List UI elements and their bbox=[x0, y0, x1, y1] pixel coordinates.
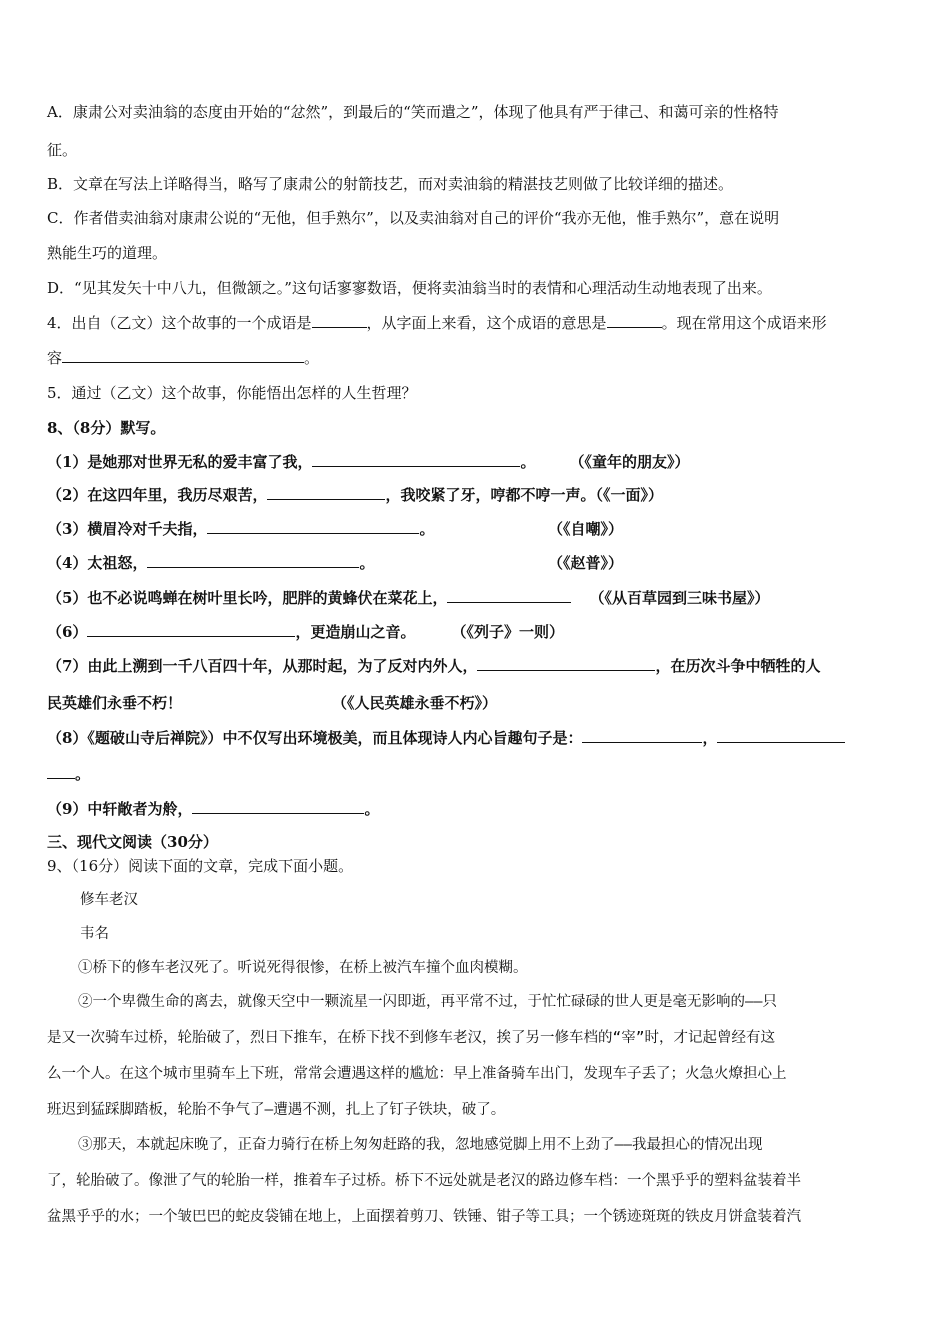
d5-blank[interactable] bbox=[447, 588, 571, 603]
question-4-line2 bbox=[47, 348, 319, 368]
option-c-line2: 熟能生巧的道理。 bbox=[47, 244, 168, 262]
question-8-title: 8、（8分）默写。 bbox=[47, 419, 166, 437]
article-paragraph-1: ①桥下的修车老汉死了。听说死得很惨，在桥上被汽车撞个血肉模糊。 bbox=[78, 960, 528, 976]
option-b: B．文章在写法上详略得当，略写了康肃公的射箭技艺，而对卖油翁的精湛技艺则做了比较详细的描述。 bbox=[47, 175, 734, 193]
question-9: 9、（16分）阅读下面的文章，完成下面小题。 bbox=[47, 857, 354, 875]
d3-source: （《自嘲》） bbox=[548, 520, 624, 538]
d2-text: （2）在这四年里，我历尽艰苦， bbox=[47, 486, 268, 504]
dictation-item-7-line2 bbox=[47, 693, 497, 713]
q4-text-1: 4．出自（乙文）这个故事的一个成语是 bbox=[47, 314, 312, 332]
q4-text-4: 容 bbox=[47, 349, 63, 367]
q4-text-2: ，从字面上来看，这个成语的意思是 bbox=[366, 314, 607, 332]
article-p2-line2: 是又一次骑车过桥，轮胎破了，烈日下推车，在桥下找不到修车老汉，挨了另一修车档的“宰”时，才记起曾经有这 bbox=[47, 1030, 775, 1046]
question-4-line1 bbox=[47, 313, 827, 333]
d2-end: ，我咬紧了牙，哼都不哼一声。（《一面》） bbox=[385, 486, 663, 504]
article-p3-line2: 了，轮胎破了。像泄了气的轮胎一样，推着车子过桥。桥下不远处就是老汉的路边修车档：一个黑乎乎的塑料盆装着半 bbox=[47, 1173, 801, 1189]
d9-blank[interactable] bbox=[192, 799, 364, 814]
dictation-item-1 bbox=[47, 452, 689, 472]
d9-text: （9）中轩敞者为舲， bbox=[47, 800, 193, 818]
d7-blank[interactable] bbox=[477, 656, 655, 671]
d8-blank-1[interactable] bbox=[582, 728, 702, 743]
q4-blank-2[interactable] bbox=[607, 313, 662, 328]
d7-line2: 民英雄们永垂不朽！ bbox=[47, 694, 183, 712]
option-a-line2: 征。 bbox=[47, 141, 78, 159]
d6-blank[interactable] bbox=[87, 622, 295, 637]
dictation-item-7-line1 bbox=[47, 656, 820, 676]
d1-blank[interactable] bbox=[312, 452, 520, 467]
question-5: 5．通过（乙文）这个故事，你能悟出怎样的人生哲理？ bbox=[47, 384, 417, 402]
dictation-item-8-line2 bbox=[47, 764, 90, 784]
option-c-line1: C．作者借卖油翁对康肃公说的“无他，但手熟尔”，以及卖油翁对自己的评价“我亦无他，惟手熟尔”，意在说明 bbox=[47, 209, 780, 227]
d9-end: 。 bbox=[364, 800, 380, 818]
article-p3-line1: ③那天，本就起床晚了，正奋力骑行在桥上匆匆赶路的我，忽地感觉脚上用不上劲了——我最担心的情况出现 bbox=[78, 1137, 763, 1153]
d3-blank[interactable] bbox=[207, 519, 419, 534]
d4-end: 。 bbox=[359, 554, 375, 572]
q4-blank-3[interactable] bbox=[62, 348, 304, 363]
dictation-item-9 bbox=[47, 799, 379, 819]
article-author: 韦名 bbox=[80, 926, 109, 942]
section-3-heading: 三、现代文阅读（30分） bbox=[47, 833, 218, 851]
article-title: 修车老汉 bbox=[80, 892, 138, 908]
option-a-line1: A．康肃公对卖油翁的态度由开始的“忿然”，到最后的“笑而遣之”，体现了他具有严于律己、和蔼可亲的性格特 bbox=[47, 103, 779, 121]
d3-end: 。 bbox=[419, 520, 435, 538]
d6-text: （6） bbox=[47, 623, 88, 641]
dictation-item-6 bbox=[47, 622, 564, 642]
q4-blank-1[interactable] bbox=[312, 313, 367, 328]
d1-source: （《童年的朋友》） bbox=[569, 453, 690, 471]
d7-source: （《人民英雄永垂不朽》） bbox=[332, 694, 498, 712]
dictation-item-4 bbox=[47, 553, 374, 573]
d3-text: （3）横眉冷对千夫指， bbox=[47, 520, 208, 538]
dictation-item-5 bbox=[47, 588, 769, 608]
d4-blank[interactable] bbox=[147, 553, 359, 568]
d6-source: （《列子》一则） bbox=[451, 623, 564, 641]
d8-end: 。 bbox=[75, 765, 91, 783]
article-p2-line1: ②一个卑微生命的离去，就像天空中一颗流星一闪即逝，再平常不过，于忙忙碌碌的世人更是毫无影响的——只 bbox=[78, 994, 777, 1010]
d7-end: ，在历次斗争中牺牲的人 bbox=[655, 657, 821, 675]
option-d: D．“见其发矢十中八九，但微颔之。”这句话寥寥数语，便将卖油翁当时的表情和心理活动生动地表现了出来。 bbox=[47, 279, 772, 297]
article-p2-line3: 么一个人。在这个城市里骑车上下班，常常会遭遇这样的尴尬：早上准备骑车出门，发现车子丢了；火急火燎担心上 bbox=[47, 1066, 787, 1082]
d8-text: （8）《题破山寺后禅院》）中不仅写出环境极美，而且体现诗人内心旨趣句子是： bbox=[47, 729, 583, 747]
article-p3-line3: 盆黑乎乎的水；一个皱巴巴的蛇皮袋铺在地上，上面摆着剪刀、铁锤、钳子等工具；一个锈迹斑斑的铁皮月饼盒装着汽 bbox=[47, 1209, 801, 1225]
d1-text: （1）是她那对世界无私的爱丰富了我， bbox=[47, 453, 313, 471]
article-p2-line4: 班迟到猛踩脚踏板，轮胎不争气了—遭遇不测，扎上了钉子铁块，破了。 bbox=[47, 1102, 506, 1118]
d4-source: （《赵普》） bbox=[548, 554, 624, 572]
d5-source: （《从百草园到三味书屋》） bbox=[589, 589, 770, 607]
d1-end: 。 bbox=[520, 453, 536, 471]
dictation-item-8-line1 bbox=[47, 728, 845, 748]
q4-text-5: 。 bbox=[304, 349, 320, 367]
d6-end: ，更造崩山之音。 bbox=[295, 623, 416, 641]
d7-text: （7）由此上溯到一千八百四十年，从那时起，为了反对内外人， bbox=[47, 657, 478, 675]
d8-blank-3[interactable] bbox=[47, 764, 75, 779]
d8-comma: ， bbox=[702, 729, 718, 747]
dictation-item-3 bbox=[47, 519, 434, 539]
d2-blank[interactable] bbox=[267, 485, 385, 500]
d4-text: （4）太祖怒， bbox=[47, 554, 148, 572]
d5-text: （5）也不必说鸣蝉在树叶里长吟，肥胖的黄蜂伏在菜花上， bbox=[47, 589, 448, 607]
dictation-item-2 bbox=[47, 485, 663, 505]
q4-text-3: 。现在常用这个成语来形 bbox=[661, 314, 827, 332]
d8-blank-2[interactable] bbox=[717, 728, 845, 743]
